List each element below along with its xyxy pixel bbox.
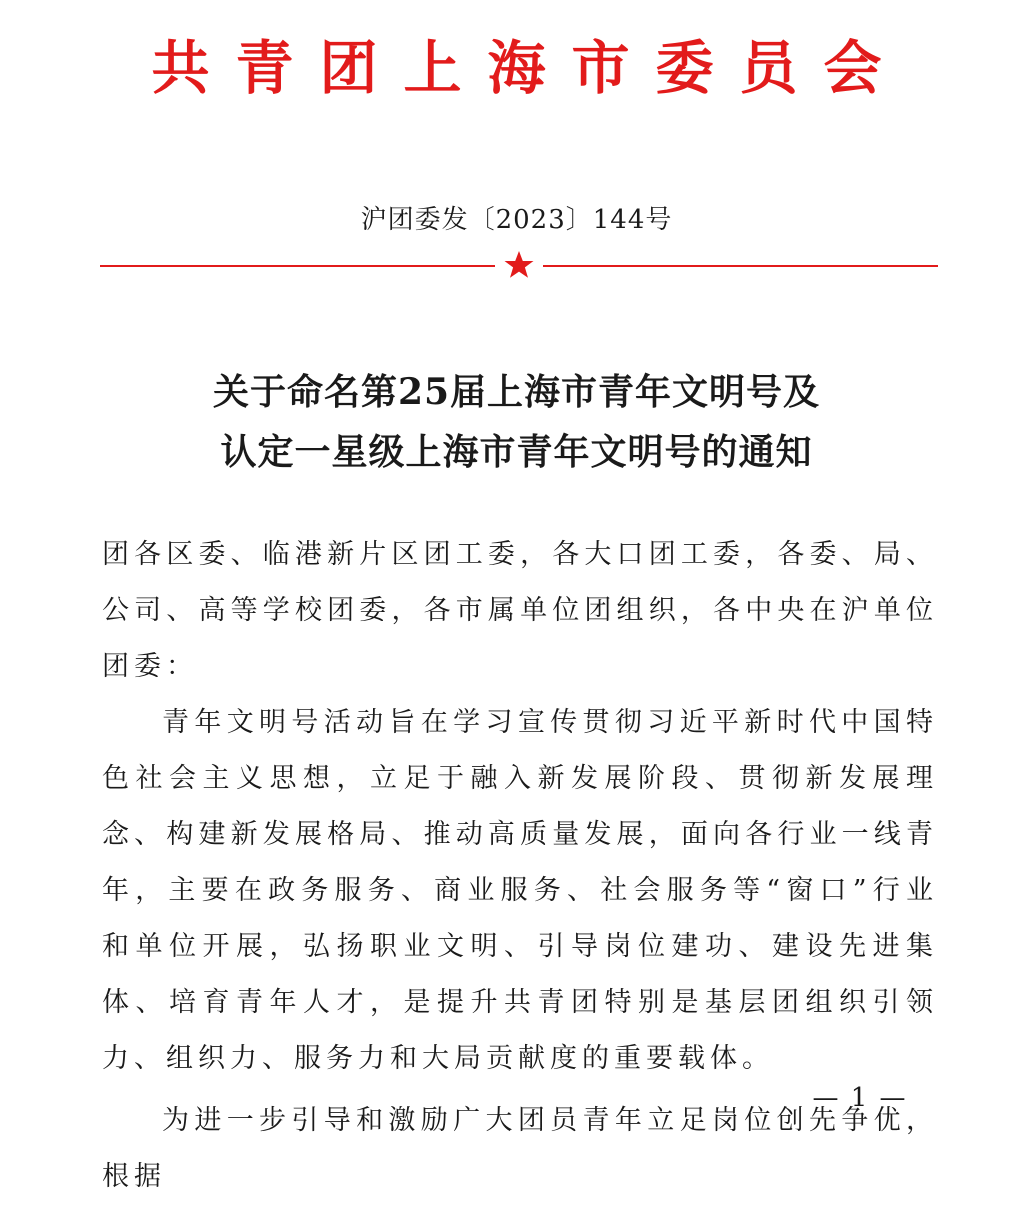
title-line-2: 认定一星级上海市青年文明号的通知 [220, 431, 813, 473]
body-paragraph-1: 青年文明号活动旨在学习宣传贯彻习近平新时代中国特色社会主义思想，立足于融入新发展阶段、贯彻新发展理念、构建新发展格局、推动高质量发展，面向各行业一线青年，主要在政务服务、商业服务、社会服务等“窗口”行业和单位开展，弘扬职业文明、引导岗位建功、建设先进集体、培育青年人才，是提升共青团特别是基层团组织引领力、组织力、服务力和大局贡献度的重要载体。 [102, 707, 938, 1074]
body-paragraph-2: 为进一步引导和激励广大团员青年立足岗位创先争优，根据 [102, 1105, 938, 1192]
salutation: 团各区委、临港新片区团工委，各大口团工委，各委、局、公司、高等学校团委，各市属单位团组织，各中央在沪单位团委： [102, 539, 938, 682]
document-title [0, 362, 1033, 482]
title-line-1: 关于命名第25届上海市青年文明号及 [212, 371, 821, 413]
red-divider [100, 250, 938, 282]
page-number: — 1 — [812, 1083, 908, 1113]
star-icon [505, 251, 534, 278]
issuing-organization-header: 共青团上海市委员会 [151, 34, 908, 102]
document-number: 沪团委发〔2023〕144号 [360, 205, 673, 235]
